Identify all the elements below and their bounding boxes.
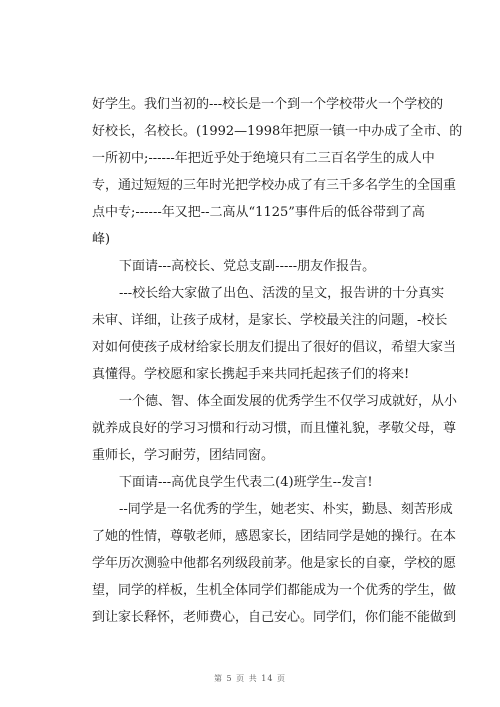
text-line: 一个德、智、体全面发展的优秀学生不仅学习成就好，从小 — [119, 394, 458, 409]
text-line: 重师长，学习耐劳，团结同窗。 — [92, 448, 275, 463]
paragraph — [92, 253, 410, 280]
text-line: 就养成良好的学习习惯和行动习惯，而且懂礼貌，孝敬父母，尊 — [92, 421, 457, 436]
text-line: 下面请---高校长、党总支副-----朋友作报告。 — [119, 259, 376, 274]
text-line: ---校长给大家做了出色、活泼的呈文，报告讲的十分真实 — [119, 286, 445, 301]
text-line: --同学是一名优秀的学生，她老实、朴实，勤恳、刻苦形成 — [119, 502, 453, 517]
text-line: 专，通过短短的三年时光把学校办成了有三千多名学生的全国重 — [92, 178, 457, 193]
document-body — [92, 91, 463, 631]
paragraph — [92, 280, 457, 388]
text-line: 点中专;------年又把--二高从“1125”事件后的低谷带到了高 — [92, 205, 425, 220]
paragraph — [92, 91, 463, 253]
text-line: 下面请---高优良学生代表二(4)班学生--发言! — [119, 475, 373, 490]
page-number-footer: 第 5 页 共 14 页 — [214, 674, 286, 683]
text-line: 了她的性情，尊敬老师，感恩家长，团结同学是她的操行。在本 — [92, 529, 457, 544]
paragraph — [92, 496, 457, 631]
paragraph — [92, 388, 458, 469]
text-line: 一所初中;------年把近乎处于绝境只有二三百名学生的成人中 — [92, 151, 435, 166]
paragraph — [92, 469, 410, 496]
text-line: 真懂得。学校愿和家长携起手来共同托起孩子们的将来! — [92, 367, 410, 382]
text-line: 好校长，名校长。(1992—1998年把原一镇一中办成了全市、的 — [92, 124, 463, 139]
text-line: 学年历次测验中他都名列级段前茅。他是家长的自豪，学校的愿 — [92, 556, 457, 571]
text-line: 对如何使孩子成材给家长朋友们提出了很好的倡议，希望大家当 — [92, 340, 457, 355]
text-line: 未审、详细，让孩子成材，是家长、学校最关注的问题，-校长 — [92, 313, 448, 328]
text-line: 好学生。我们当初的---校长是一个到一个学校带火一个学校的 — [92, 97, 444, 112]
text-line: 峰) — [92, 232, 111, 247]
text-line: 望，同学的样板，生机全体同学们都能成为一个优秀的学生，做 — [92, 583, 457, 598]
text-line: 到让家长释怀，老师费心，自己安心。同学们，你们能不能做到 — [92, 610, 457, 625]
